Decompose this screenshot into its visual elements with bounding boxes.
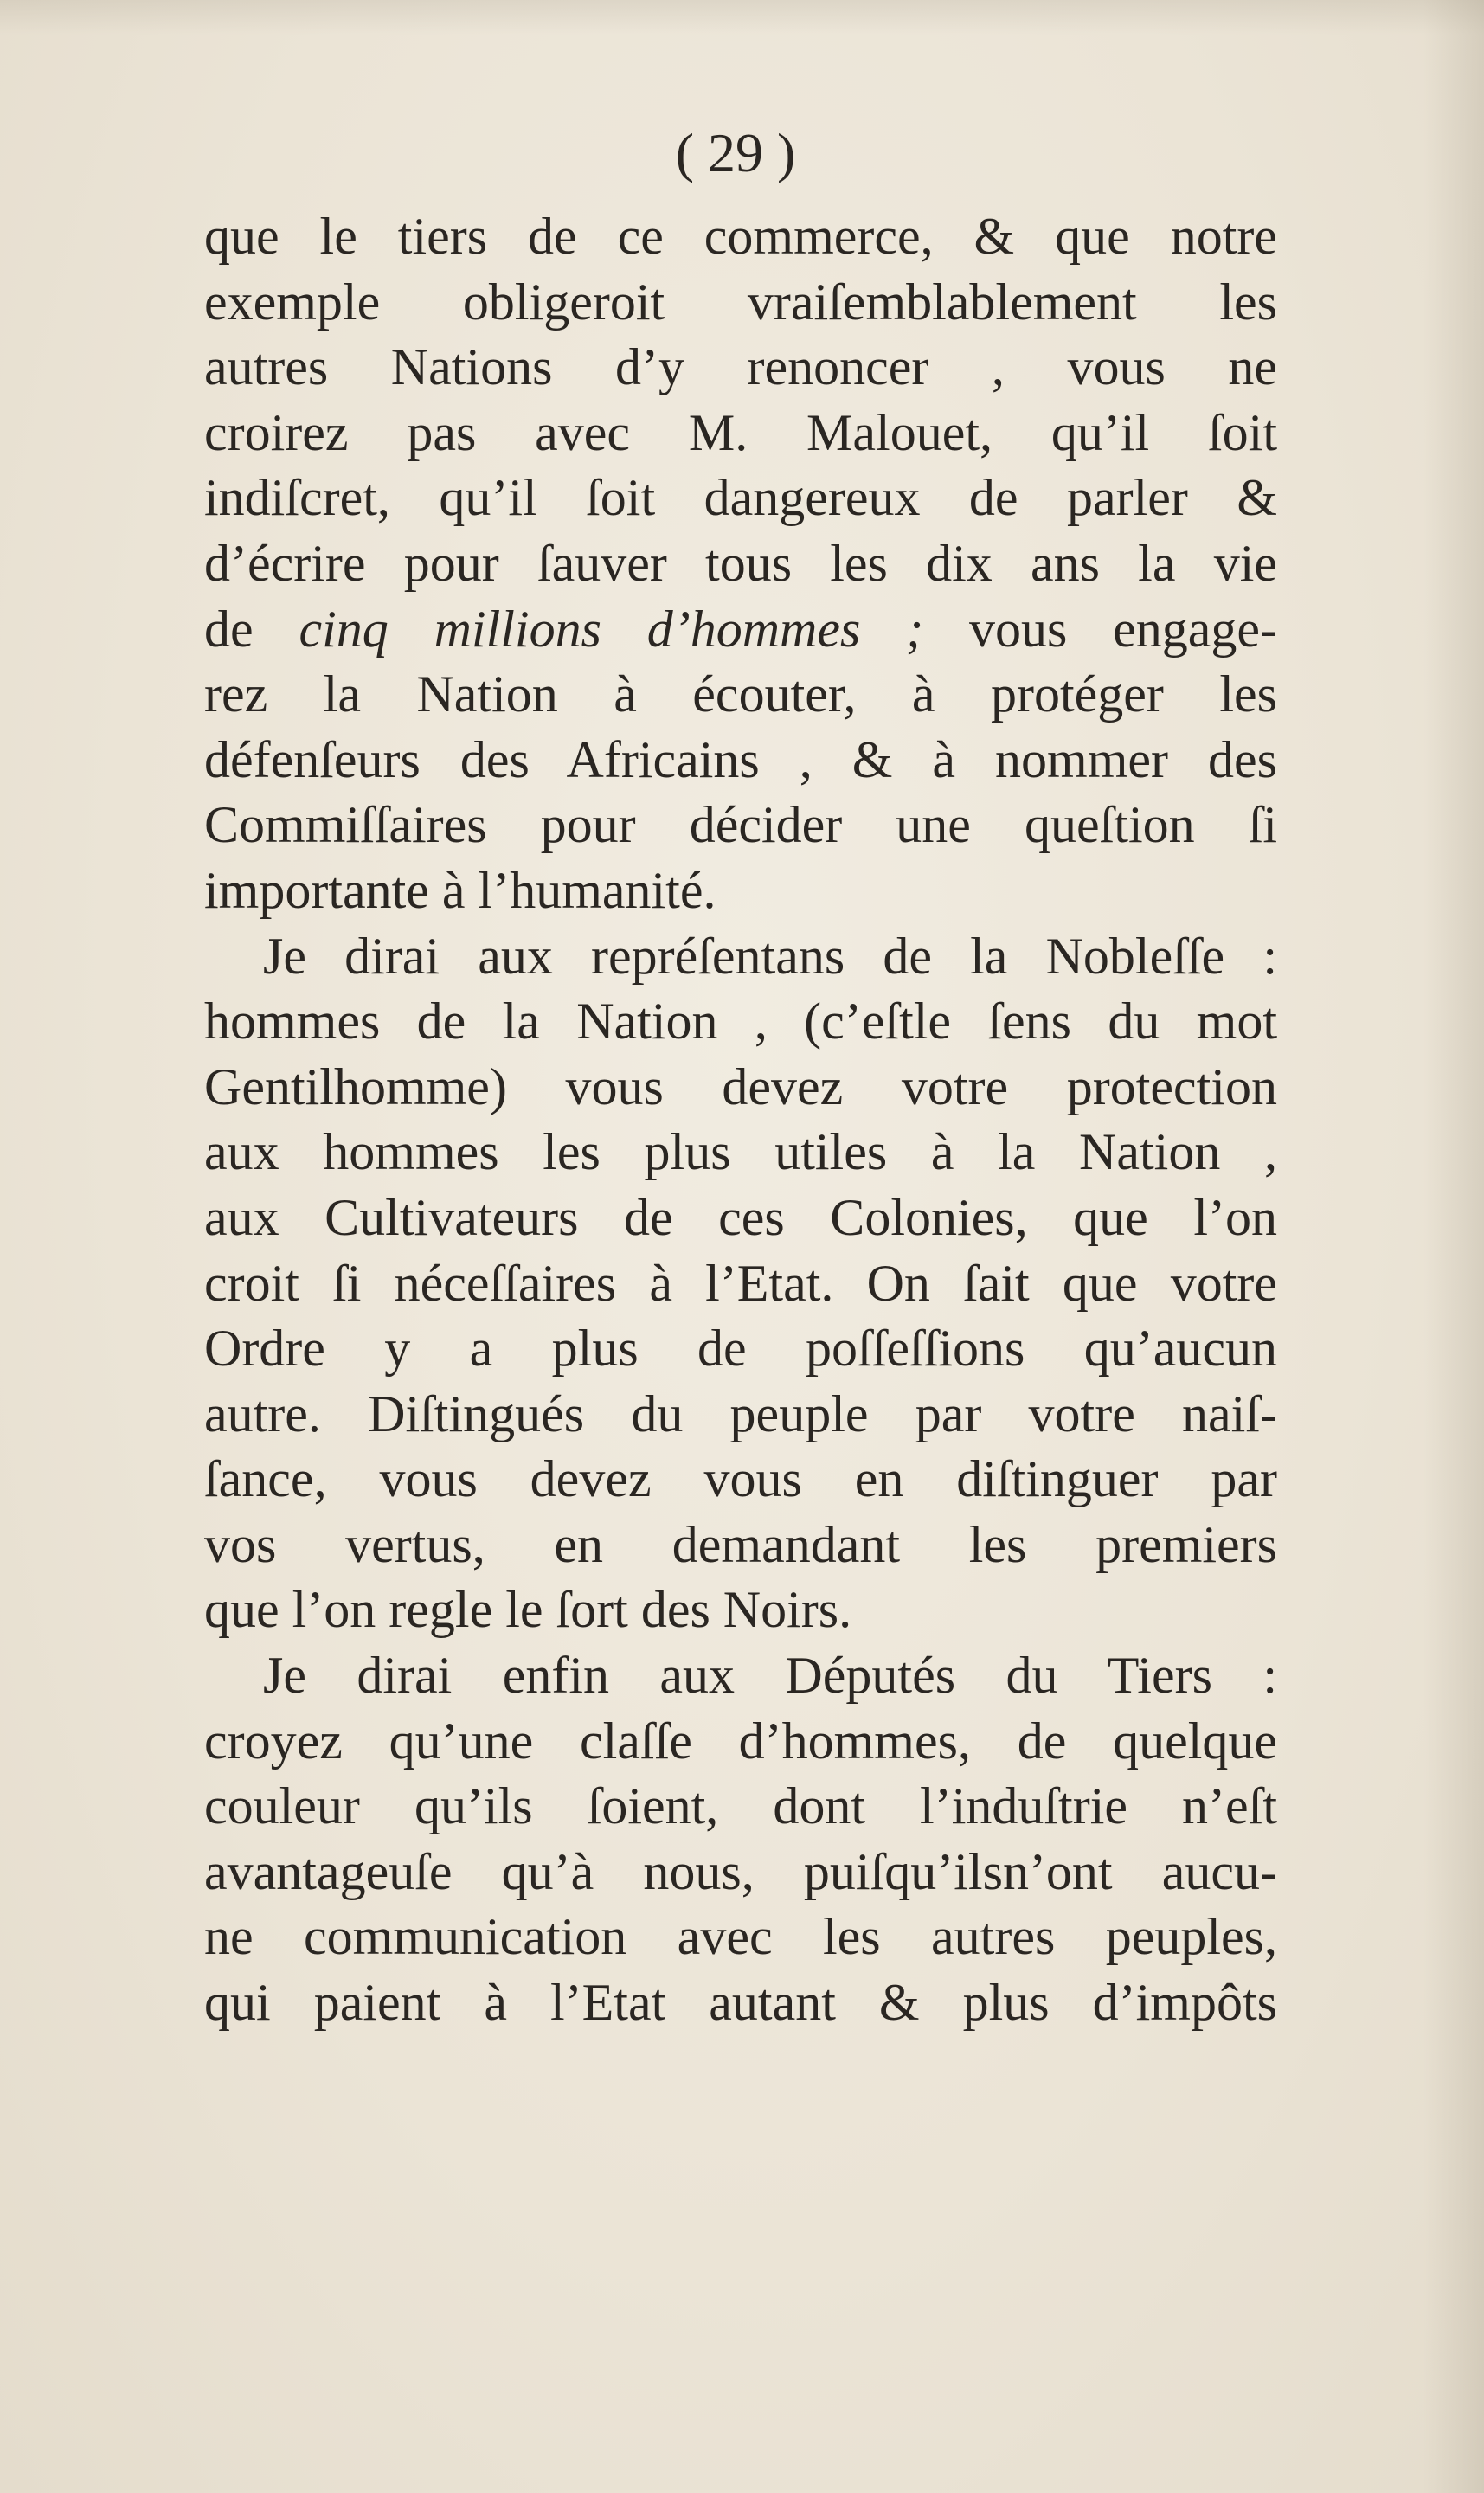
- text-line: exemple obligeroit vraiſemblablement les: [204, 273, 1277, 331]
- text-fragment: de: [204, 600, 299, 658]
- page-edge-shadow-right: [1423, 0, 1484, 2493]
- text-line-with-italic: [204, 597, 1277, 663]
- text-line: autres Nations d’y renoncer , vous ne: [204, 338, 1277, 396]
- text-line: Ordre y a plus de poſſeſſions qu’aucun: [204, 1320, 1277, 1378]
- text-line: croit ſi néceſſaires à l’Etat. On ſait que votre: [204, 1254, 1277, 1312]
- text-line: autre. Diſtingués du peuple par votre naiſ-: [204, 1385, 1277, 1442]
- text-line: ſance, vous devez vous en diſtinguer par: [204, 1450, 1277, 1508]
- text-line: Gentilhomme) vous devez votre protection: [204, 1057, 1277, 1115]
- text-line: couleur qu’ils ſoient, dont l’induſtrie n’eſt: [204, 1777, 1277, 1835]
- text-line-paragraph-end: importante à l’humanité.: [204, 861, 716, 919]
- text-line: Commiſſaires pour décider une queſtion ſi: [204, 796, 1277, 854]
- text-line: ne communication avec les autres peuples,: [204, 1908, 1277, 1966]
- text-line: vos vertus, en demandant les premiers: [204, 1515, 1277, 1573]
- text-line: hommes de la Nation , (c’eſtle ſens du mot: [204, 993, 1277, 1051]
- text-fragment: vous engage-: [923, 600, 1277, 658]
- italic-phrase: cinq millions d’hommes ;: [299, 600, 924, 658]
- text-line-paragraph-start: Je dirai aux repréſentans de la Nobleſſe :: [263, 927, 1277, 985]
- text-line: qui paient à l’Etat autant & plus d’impôts: [204, 1974, 1277, 2032]
- text-line: aux hommes les plus utiles à la Nation ,: [204, 1123, 1277, 1181]
- text-line: avantageuſe qu’à nous, puiſqu’ilsn’ont aucu-: [204, 1842, 1277, 1900]
- text-line-paragraph-end: que l’on regle le ſort des Noirs.: [204, 1581, 852, 1639]
- body-text: [204, 204, 1277, 2036]
- text-line-paragraph-start: Je dirai enfin aux Députés du Tiers :: [263, 1647, 1277, 1705]
- text-line: défenſeurs des Africains , & à nommer des: [204, 730, 1277, 788]
- text-line: d’écrire pour ſauver tous les dix ans la vie: [204, 534, 1277, 592]
- text-line: que le tiers de ce commerce, & que notre: [204, 208, 1277, 265]
- text-line: croyez qu’une claſſe d’hommes, de quelque: [204, 1712, 1277, 1770]
- text-line: rez la Nation à écouter, à protéger les: [204, 665, 1277, 723]
- text-line: indiſcret, qu’il ſoit dangereux de parler &: [204, 469, 1277, 527]
- page-number: ( 29 ): [675, 122, 796, 183]
- page-edge-shadow-top: [0, 0, 1484, 35]
- text-line: aux Cultivateurs de ces Colonies, que l’on: [204, 1188, 1277, 1246]
- text-line: croirez pas avec M. Malouet, qu’il ſoit: [204, 403, 1277, 461]
